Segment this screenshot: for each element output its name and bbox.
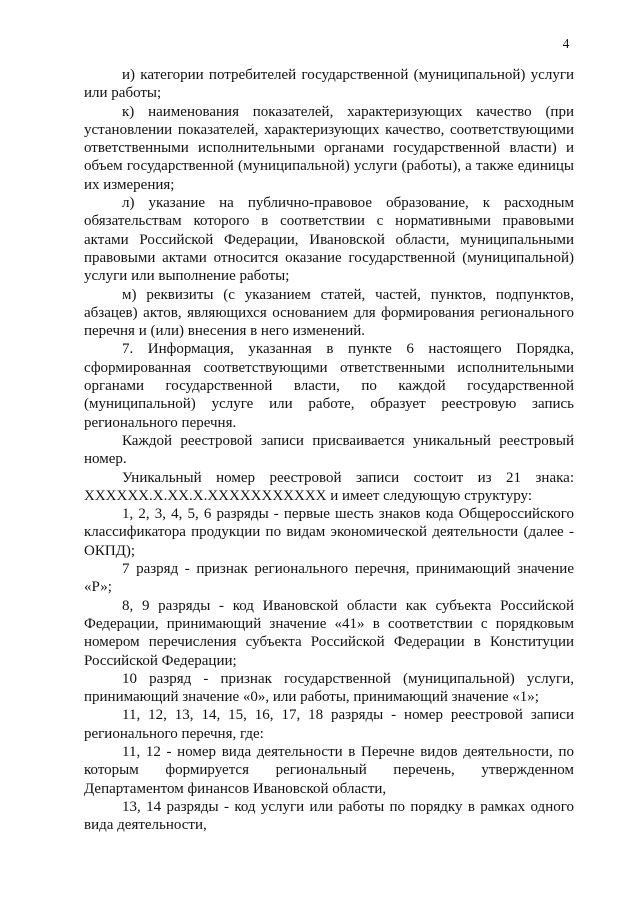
paragraph-unique-number-structure: Уникальный номер реестровой записи состоит из 21 знака: ХХХХХХ.Х.ХХ.Х.ХХХХХХХХХХХ и имеет следующую структуру: xyxy=(84,469,574,504)
paragraph-digits-11-12: 11, 12 - номер вида деятельности в Перечне видов деятельности, по которым формируется региональный перечень, утвержденном Департаментом финансов Ивановской области, xyxy=(84,743,574,797)
paragraph-digits-13-14: 13, 14 разряды - код услуги или работы по порядку в рамках одного вида деятельности, xyxy=(84,798,574,834)
paragraph-7-information: 7. Информация, указанная в пункте 6 настоящего Порядка, сформированная соответствующими ответственными исполнительными органами государственной власти, по каждой государственной (муниципальной) услуге или работе, образует реестровую запись регионального перечня. xyxy=(84,341,574,431)
document-body xyxy=(84,66,574,834)
paragraph-digits-11-18: 11, 12, 13, 14, 15, 16, 17, 18 разряды - номер реестровой записи регионального перечня, где: xyxy=(84,707,574,742)
paragraph-digit-10: 10 разряд - признак государственной (муниципальной) услуги, принимающий значение «0», или работы, принимающий значение «1»; xyxy=(84,670,574,706)
paragraph-digits-1-6: 1, 2, 3, 4, 5, 6 разряды - первые шесть знаков кода Общероссийского классификатора продукции по видам экономической деятельности (далее - ОКПД); xyxy=(84,506,574,559)
paragraph-m-act-details: м) реквизиты (с указанием статей, частей, пунктов, подпунктов, абзацев) актов, являющихся основанием для формирования регионального перечня и (или) внесения в него изменений. xyxy=(84,286,574,340)
paragraph-i-consumer-categories: и) категории потребителей государственной (муниципальной) услуги или работы; xyxy=(84,67,574,102)
page-number: 4 xyxy=(562,36,570,51)
paragraph-unique-number-assigned: Каждой реестровой записи присваивается уникальный реестровый номер. xyxy=(84,432,574,468)
paragraph-digits-8-9: 8, 9 разряды - код Ивановской области как субъекта Российской Федерации, принимающий значение «41» в соответствии с порядковым номером перечисления субъекта Российской Федерации в Конституции Российской Федерации; xyxy=(84,597,574,669)
paragraph-k-quality-indicators: к) наименования показателей, характеризующих качество (при установлении показателей, характеризующих качество, соответствующими ответственными исполнительными органами государственной власти) и объем государственной (муниципальной) услуги (работы), а также единицы их измерения; xyxy=(84,103,574,193)
paragraph-digit-7: 7 разряд - признак регионального перечня, принимающий значение «Р»; xyxy=(84,561,574,596)
paragraph-l-public-entity: л) указание на публично-правовое образование, к расходным обязательствам которого в соответствии с нормативными правовыми актами Российской Федерации, Ивановской области, муниципальными правовыми актами относится оказание государственной (муниципальной) услуги или выполнение работы; xyxy=(84,195,574,285)
